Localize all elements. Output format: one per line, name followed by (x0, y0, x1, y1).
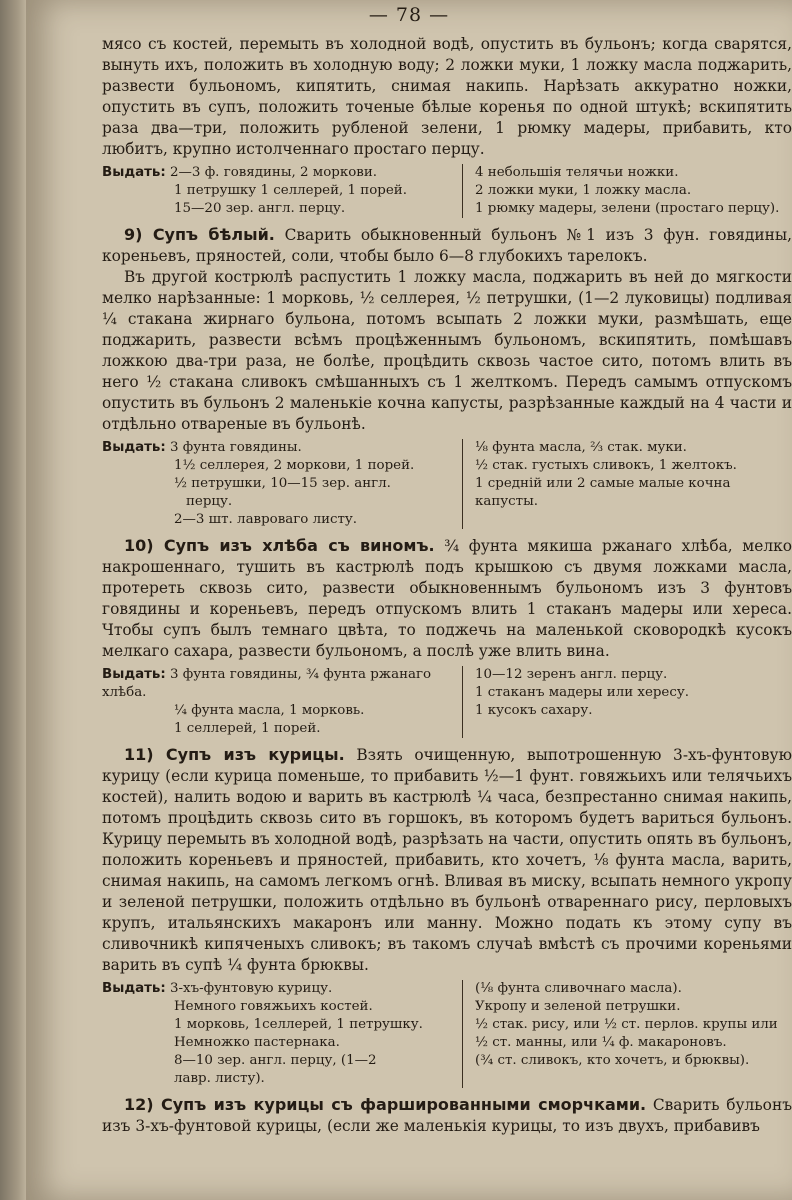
yield-item: ¼ фунта масла, 1 морковь. (174, 703, 365, 718)
recipe-12-title: 12) Супъ изъ курицы съ фаршированными сморчками. (124, 1095, 647, 1114)
yield-item: 10—12 зеренъ англ. перцу. (475, 667, 668, 682)
yield-label: Выдать: (102, 981, 166, 996)
recipe-9-title: 9) Супъ бѣлый. (124, 225, 275, 244)
yield-right-column (463, 666, 792, 738)
yield-item: лавр. листу). (174, 1071, 265, 1086)
yield-item: 3-хъ-фунтовую курицу. (170, 981, 333, 996)
yield-item: ½ стак. густыхъ сливокъ, 1 желтокъ. (475, 458, 737, 473)
yield-item: 1 петрушку 1 селлерей, 1 порей. (174, 183, 407, 198)
book-page (26, 0, 792, 1200)
yield-item: (¾ ст. сливокъ, кто хочетъ, и брюквы). (475, 1053, 750, 1068)
yield-right-column (463, 980, 792, 1088)
recipe-12-text: Сварить бульонъ изъ 3-хъ-фунтовой курицы, (если же маленькія курицы, то изъ двухъ, прибавивъ (102, 1096, 792, 1135)
recipe-9-paragraph-2: Въ другой кострюлѣ распустить 1 ложку масла, поджарить въ ней до мягкости мелко нарѣзанные: 1 морковь, ½ селлерея, ½ петрушки, (1—2 луковицы) подливая ¼ стакана жирнаго бульона, потомъ всыпать 2 ложки муки, размѣшать, еще поджарить, развести всѣмъ процѣженнымъ бульономъ, вскипятить, помѣшавъ ложкою два-три раза, не болѣе, процѣдить сквозь частое сито, потомъ влить въ него ½ стакана сливокъ смѣшанныхъ съ 1 желткомъ. Передъ самымъ отпускомъ опустить въ бульонъ 2 маленькіе кочна капусты, разрѣзанные каждый на 4 части и отдѣльно отвареные въ бульонѣ. (102, 268, 792, 433)
recipe-9-paragraph (102, 224, 792, 267)
recipe-10-title: 10) Супъ изъ хлѣба съ виномъ. (124, 536, 435, 555)
yield-label: Выдать: (102, 440, 166, 455)
yield-list-8 (102, 164, 792, 218)
yield-item: 3 фунта говядины. (170, 440, 302, 455)
yield-label: Выдать: (102, 165, 166, 180)
yield-item: Немножко пастернака. (174, 1035, 340, 1050)
yield-right-column (463, 439, 792, 529)
yield-item: 1 селлерей, 1 порей. (174, 721, 321, 736)
yield-item: 8—10 зер. англ. перцу, (1—2 (174, 1053, 377, 1068)
yield-left-column (102, 439, 463, 529)
yield-item: ½ ст. манны, или ¼ ф. макароновъ. (475, 1035, 727, 1050)
yield-left-column (102, 666, 463, 738)
yield-item: 3 фунта говядины, ¾ фунта ржанаго хлѣба. (102, 667, 432, 700)
intro-paragraph: мясо съ костей, перемыть въ холодной водѣ, опустить въ бульонъ; когда сварятся, вынуть ихъ, положить въ холодную воду; 2 ложки муки, 1 ложку масла поджарить, развести бульономъ, кипятить, снимая накипь. Нарѣзать аккуратно ножки, опустить въ супъ, положить точеные бѣлые коренья по одной штукѣ; вскипятить раза два—три, положить рубленой зелени, 1 рюмку мадеры, прибавить, кто любитъ, крупно истолченнаго простаго перцу. (102, 35, 792, 158)
yield-item: ½ стак. рису, или ½ ст. перлов. крупы или (475, 1017, 778, 1032)
yield-list-10 (102, 666, 792, 738)
yield-item: ½ петрушки, 10—15 зер. англ. (174, 476, 391, 491)
yield-left-column (102, 164, 463, 218)
recipe-11-text: Взять очищенную, выпотрошенную 3-хъ-фунтовую курицу (если курица поменьше, то прибавить ½—1 фунт. говяжьихъ или телячьихъ костей), налить водою и варить въ кастрюлѣ ¼ часа, безпрестанно снимая накипь, потомъ процѣдить сквозь сито въ горшокъ, въ которомъ будетъ вариться бульонъ. Курицу перемыть въ холодной водѣ, разрѣзать на части, опустить опять въ бульонъ, положить кореньевъ и пряностей, прибавить, кто хочетъ, ⅛ фунта масла, варить, снимая накипь, на самомъ легкомъ огнѣ. Вливая въ миску, всыпать немного укропу и зеленой петрушки, положить отдѣльно въ бульонѣ отвареннаго рису, перловыхъ крупъ, итальянскихъ макаронъ или манну. Можно подать къ этому супу въ сливочникѣ кипяченыхъ сливокъ; въ такомъ случаѣ вмѣстѣ съ прочими кореньями варить въ супѣ ¼ фунта брюквы. (102, 746, 792, 974)
yield-item: 1 стаканъ мадеры или хересу. (475, 685, 689, 700)
yield-left-column (102, 980, 463, 1088)
yield-item: 2—3 ф. говядины, 2 моркови. (170, 165, 378, 180)
yield-item: 1 морковь, 1селлерей, 1 петрушку. (174, 1017, 423, 1032)
recipe-10-text: ¾ фунта мякиша ржанаго хлѣба, мелко накрошеннаго, тушить въ кастрюлѣ подъ крышкою съ двумя ложками масла, протереть сквозь сито, развести обыкновеннымъ бульономъ изъ 3 фунтовъ говядины и кореньевъ, передъ отпускомъ влить 1 стаканъ мадеры или хереса. Чтобы супъ былъ темнаго цвѣта, то поджечь на маленькой сковородкѣ кусокъ мелкаго сахара, развести бульономъ, а послѣ уже влить вина. (102, 537, 792, 660)
yield-item: 15—20 зер. англ. перцу. (174, 201, 346, 216)
page-edge-shadow (0, 0, 26, 1200)
recipe-11-title: 11) Супъ изъ курицы. (124, 745, 345, 764)
yield-item: ⅛ фунта масла, ⅔ стак. муки. (475, 440, 687, 455)
recipe-11-paragraph (102, 744, 792, 976)
recipe-9-text: Сварить обыкновенный бульонъ №1 изъ 3 фун. говядины, кореньевъ, пряностей, соли, чтобы было 6—8 глубокихъ тарелокъ. (102, 226, 792, 265)
yield-item: 2 ложки муки, 1 ложку масла. (475, 183, 692, 198)
recipe-12-paragraph (102, 1094, 792, 1137)
recipe-10-paragraph (102, 535, 792, 662)
yield-item: (⅛ фунта сливочнаго масла). (475, 981, 682, 996)
page-number: — 78 — (368, 4, 450, 26)
yield-list-11 (102, 980, 792, 1088)
yield-item: 1 кусокъ сахару. (475, 703, 593, 718)
yield-item: Укропу и зеленой петрушки. (475, 999, 681, 1014)
yield-item: 1 средній или 2 самые малые кочна капусты. (475, 476, 731, 509)
yield-item: перцу. (186, 494, 233, 509)
yield-item: 1½ селлерея, 2 моркови, 1 порей. (174, 458, 415, 473)
yield-item: 1 рюмку мадеры, зелени (простаго перцу). (475, 201, 780, 216)
page-content (102, 34, 792, 1137)
yield-right-column (463, 164, 792, 218)
yield-item: 4 небольшія телячьи ножки. (475, 165, 679, 180)
yield-item: Немного говяжьихъ костей. (174, 999, 373, 1014)
yield-item: 2—3 шт. лавроваго листу. (174, 512, 358, 527)
yield-label: Выдать: (102, 667, 166, 682)
yield-list-9 (102, 439, 792, 529)
